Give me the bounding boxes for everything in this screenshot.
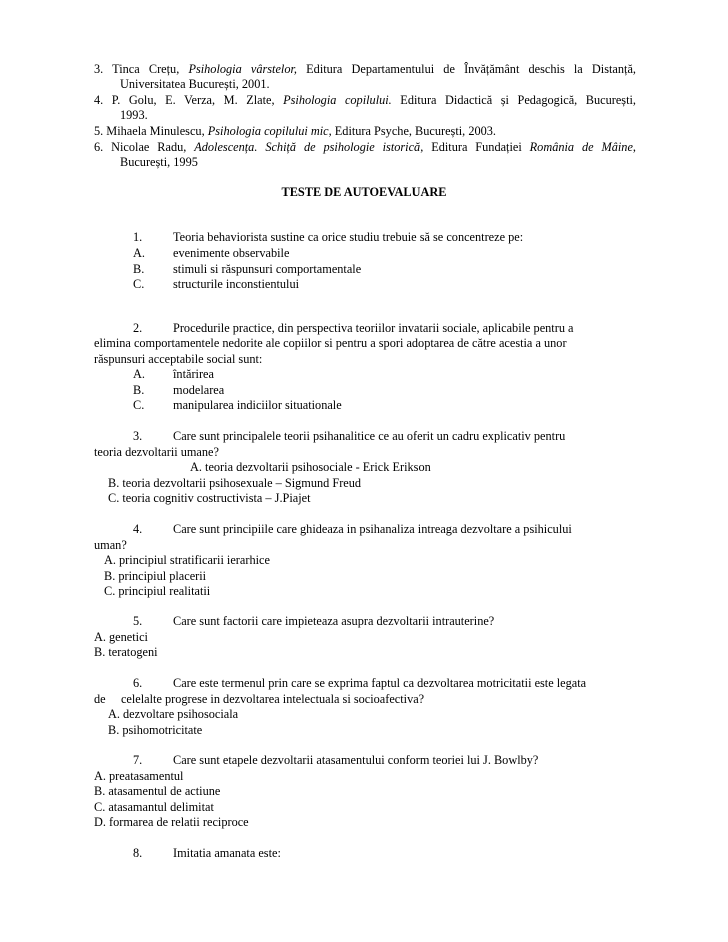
section-title: TESTE DE AUTOEVALUARE — [281, 185, 447, 199]
reference-text: , — [632, 140, 636, 154]
reference-4 — [94, 93, 636, 109]
reference-title: Psihologia copilului. — [283, 93, 392, 107]
option-letter: C. — [133, 398, 145, 412]
reference-text: 5. Mihaela Minulescu, — [94, 124, 208, 138]
question-text-cont: răspunsuri acceptabile social sunt: — [94, 352, 263, 366]
option-letter: A. — [133, 367, 145, 381]
reference-title: România de Mâine — [529, 140, 633, 154]
answer-line: B. principiul placerii — [104, 569, 207, 583]
question-number: 1. — [133, 230, 143, 244]
reference-text: 4. P. Golu, E. Verza, M. Zlate, — [94, 93, 284, 107]
reference-text: 6. Nicolae Radu, — [94, 140, 195, 154]
option-letter: B. — [133, 262, 145, 276]
option-text: manipularea indiciilor situationale — [173, 398, 342, 412]
question-number: 8. — [133, 846, 143, 860]
question-text: Care sunt etapele dezvoltarii atasamentului conform teoriei lui J. Bowlby? — [173, 753, 539, 767]
question-number: 6. — [133, 676, 143, 690]
reference-3-cont: Universitatea București, 2001. — [120, 77, 270, 91]
answer-line: A. preatasamentul — [94, 769, 184, 783]
reference-title: Adolescența. Schiță de psihologie istorică — [194, 140, 421, 154]
answer-line: C. atasamantul delimitat — [94, 800, 214, 814]
answer-line: C. principiul realitatii — [104, 584, 211, 598]
question-text: Procedurile practice, din perspectiva teoriilor invatarii sociale, aplicabile pentru a — [173, 321, 574, 335]
question-number: 2. — [133, 321, 143, 335]
question-text: Care sunt principiile care ghideaza in psihanaliza intreaga dezvoltare a psihicului — [173, 522, 572, 536]
answer-line: B. teratogeni — [94, 645, 158, 659]
option-text: întărirea — [173, 367, 214, 381]
reference-text: Editura Didactică și Pedagogică, București, — [391, 93, 636, 107]
answer-line: B. atasamentul de actiune — [94, 784, 221, 798]
answer-line: A. dezvoltare psihosociala — [108, 707, 239, 721]
option-text: stimuli si răspunsuri comportamentale — [173, 262, 362, 276]
question-text: Imitatia amanata este: — [173, 846, 281, 860]
answer-line: A. principiul stratificarii ierarhice — [104, 553, 270, 567]
question-text: Care sunt principalele teorii psihanalitice ce au oferit un cadru explicativ pentru — [173, 429, 566, 443]
question-number: 7. — [133, 753, 143, 767]
question-text: Teoria behaviorista sustine ca orice studiu trebuie să se concentreze pe: — [173, 230, 524, 244]
option-text: structurile inconstientului — [173, 277, 300, 291]
question-number: 3. — [133, 429, 143, 443]
answer-line: B. psihomotricitate — [108, 723, 203, 737]
reference-4-cont: 1993. — [120, 108, 148, 122]
reference-6-cont: București, 1995 — [120, 155, 198, 169]
question-text-cont: elimina comportamentele nedorite ale copiilor si pentru a spori adoptarea de către acestia a unor — [94, 336, 567, 350]
reference-text: Editura Psyche, București, 2003. — [331, 124, 496, 138]
question-text: Care sunt factorii care impieteaza asupra dezvoltarii intrauterine? — [173, 614, 495, 628]
reference-5 — [94, 124, 496, 140]
answer-line: A. teoria dezvoltarii psihosociale - Erick Erikson — [190, 460, 431, 474]
answer-line: D. formarea de relatii reciproce — [94, 815, 249, 829]
option-letter: A. — [133, 246, 145, 260]
option-letter: C. — [133, 277, 145, 291]
answer-line: B. teoria dezvoltarii psihosexuale – Sigmund Freud — [108, 476, 362, 490]
question-number: 5. — [133, 614, 143, 628]
question-text-cont: de celelalte progrese in dezvoltarea intelectuala si socioafectiva? — [94, 692, 425, 706]
reference-text: , Editura Fundației — [420, 140, 530, 154]
question-text: Care este termenul prin care se exprima faptul ca dezvoltarea motricitatii este legata — [173, 676, 587, 690]
reference-text: Editura Departamentului de Învățământ deschis la Distanță, — [297, 62, 636, 76]
option-text: modelarea — [173, 383, 225, 397]
option-letter: B. — [133, 383, 145, 397]
reference-title: Psihologia vârstelor, — [188, 62, 297, 76]
option-text: evenimente observabile — [173, 246, 290, 260]
reference-title: Psihologia copilului mic, — [207, 124, 332, 138]
question-text-cont: teoria dezvoltarii umane? — [94, 445, 219, 459]
reference-text: 3. Tinca Crețu, — [94, 62, 189, 76]
question-number: 4. — [133, 522, 143, 536]
answer-line: A. genetici — [94, 630, 148, 644]
question-text-cont: uman? — [94, 538, 127, 552]
reference-6 — [94, 140, 636, 156]
reference-3 — [94, 62, 636, 78]
answer-line: C. teoria cognitiv costructivista – J.Piajet — [108, 491, 311, 505]
